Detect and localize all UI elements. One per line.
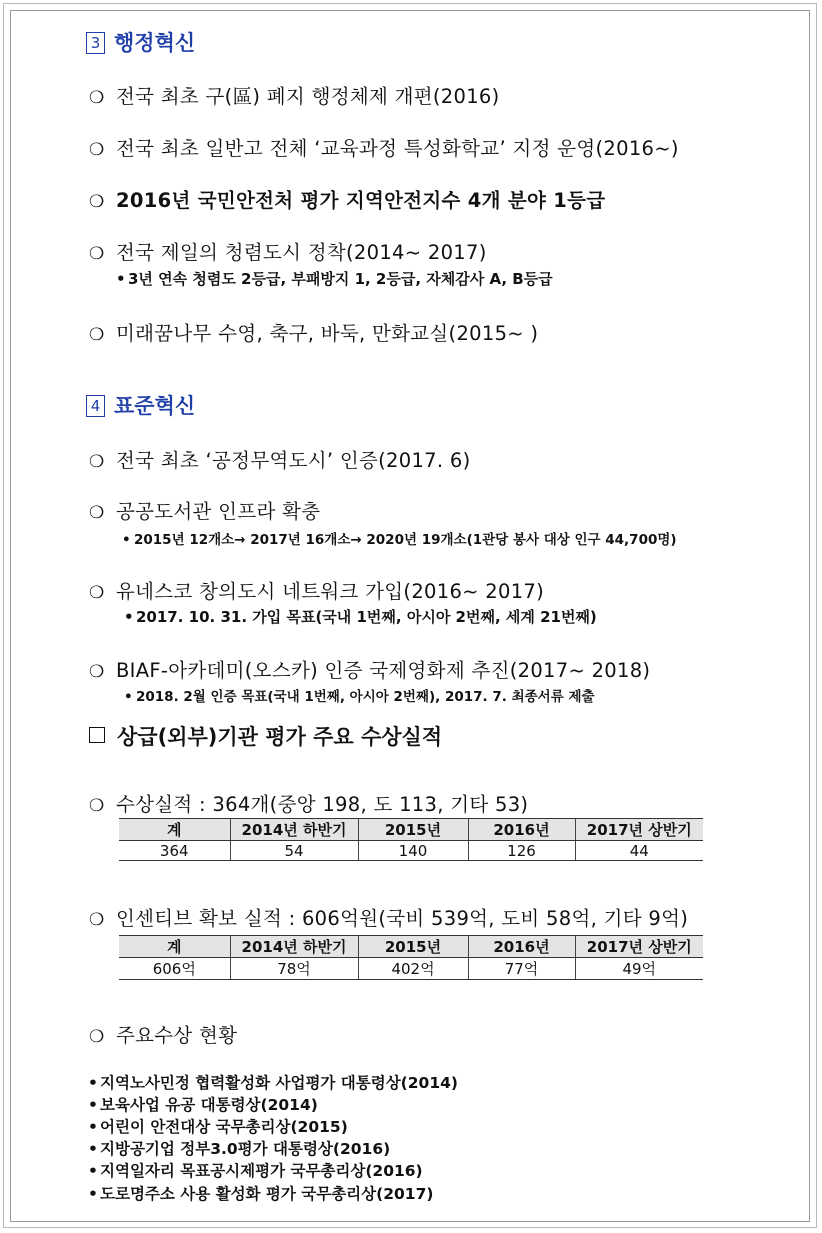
circle-bullet-icon: ❍ [89, 452, 105, 472]
table-header-cell: 계 [119, 936, 230, 958]
circle-bullet-icon: ❍ [89, 910, 105, 930]
table-header-row [119, 936, 703, 958]
table-header-row [119, 819, 703, 841]
table-row [119, 841, 703, 861]
section4-item-4-sub [124, 685, 595, 705]
table-row [119, 958, 703, 980]
section4-number: 4 [86, 395, 105, 417]
section3-number: 3 [86, 32, 105, 54]
circle-bullet-icon: ❍ [89, 192, 105, 212]
table-cell: 78억 [230, 958, 358, 980]
table-cell: 126 [468, 841, 575, 861]
table-header-cell: 2016년 [468, 819, 575, 841]
section3-item-5 [89, 318, 538, 346]
table-header-cell: 2017년 상반기 [575, 936, 703, 958]
dot-bullet-icon: • [88, 1118, 98, 1136]
section4-item-3-text: 유네스코 창의도시 네트워크 가입(2016~ 2017) [116, 580, 545, 603]
awards-count-table [119, 818, 703, 861]
table-cell: 606억 [119, 958, 230, 980]
dot-bullet-icon: • [88, 1140, 98, 1158]
section4-item-2-text: 공공도서관 인프라 확충 [116, 500, 321, 523]
list-item [88, 1071, 458, 1093]
circle-bullet-icon: ❍ [89, 140, 105, 160]
list-item-text: 어린이 안전대상 국무총리상(2015) [100, 1118, 348, 1136]
section3-item-3-text: 2016년 국민안전처 평가 지역안전지수 4개 분야 1등급 [116, 189, 606, 212]
circle-bullet-icon: ❍ [89, 662, 105, 682]
circle-bullet-icon: ❍ [89, 244, 105, 264]
dot-bullet-icon: • [122, 532, 131, 548]
table-cell: 140 [358, 841, 468, 861]
table-header-cell: 2014년 하반기 [230, 936, 358, 958]
major-awards-title: 주요수상 현황 [116, 1024, 238, 1047]
section3-item-5-text: 미래꿈나무 수영, 축구, 바둑, 만화교실(2015~ ) [116, 322, 539, 345]
list-item-text: 지역일자리 목표공시제평가 국무총리상(2016) [100, 1162, 423, 1180]
section4-item-3 [89, 576, 544, 604]
dot-bullet-icon: • [88, 1096, 98, 1114]
table-cell: 54 [230, 841, 358, 861]
dot-bullet-icon: • [124, 608, 134, 626]
awards-count-line [89, 789, 528, 817]
list-item [88, 1159, 423, 1181]
section3-item-1-text: 전국 최초 구(區) 폐지 행정체제 개편(2016) [116, 85, 500, 108]
section4-item-2-sub [122, 528, 677, 548]
awards-heading [89, 721, 442, 751]
list-item-text: 보육사업 유공 대통령상(2014) [100, 1096, 318, 1114]
section3-item-2 [89, 133, 679, 161]
table-cell: 402억 [358, 958, 468, 980]
major-awards-heading [89, 1020, 237, 1048]
dot-bullet-icon: • [88, 1074, 98, 1092]
section4-item-3-sub [124, 606, 597, 627]
section4-item-2 [89, 496, 320, 524]
section4-title: 표준혁신 [114, 394, 196, 418]
circle-bullet-icon: ❍ [89, 88, 105, 108]
section4-item-4-text: BIAF-아카데미(오스카) 인증 국제영화제 추진(2017~ 2018) [116, 659, 651, 682]
circle-bullet-icon: ❍ [89, 325, 105, 345]
section3-item-3 [89, 185, 605, 213]
section4-item-1-text: 전국 최초 ‘공정무역도시’ 인증(2017. 6) [116, 449, 471, 472]
table-cell: 44 [575, 841, 703, 861]
table-cell: 364 [119, 841, 230, 861]
section4-item-4-sub-text: 2018. 2월 인증 목표(국내 1번째, 아시아 2번째), 2017. 7. 최종서류 제출 [136, 689, 595, 705]
section3-item-2-text: 전국 최초 일반고 전체 ‘교육과정 특성화학교’ 지정 운영(2016~) [116, 137, 679, 160]
incentive-text: 인센티브 확보 실적 : 606억원(국비 539억, 도비 58억, 기타 9억) [116, 907, 689, 930]
list-item-text: 지방공기업 정부3.0평가 대통령상(2016) [100, 1140, 391, 1158]
incentive-line [89, 903, 688, 931]
list-item-text: 도로명주소 사용 활성화 평가 국무총리상(2017) [100, 1185, 434, 1203]
section3-heading [86, 27, 195, 57]
list-item [88, 1182, 433, 1204]
section3-item-4-sub [116, 268, 553, 289]
circle-bullet-icon: ❍ [89, 503, 105, 523]
section4-item-3-sub-text: 2017. 10. 31. 가입 목표(국내 1번째, 아시아 2번째, 세계 21번째) [136, 608, 597, 626]
list-item [88, 1093, 318, 1115]
awards-count-text: 수상실적 : 364개(중앙 198, 도 113, 기타 53) [116, 793, 529, 816]
table-header-cell: 2017년 상반기 [575, 819, 703, 841]
section3-item-1 [89, 81, 500, 109]
table-header-cell: 2016년 [468, 936, 575, 958]
dot-bullet-icon: • [116, 270, 126, 288]
section3-item-4 [89, 237, 487, 265]
incentive-table [119, 935, 703, 980]
table-header-cell: 2014년 하반기 [230, 819, 358, 841]
dot-bullet-icon: • [88, 1162, 98, 1180]
circle-bullet-icon: ❍ [89, 796, 105, 816]
table-header-cell: 계 [119, 819, 230, 841]
table-header-cell: 2015년 [358, 936, 468, 958]
table-cell: 77억 [468, 958, 575, 980]
section3-item-4-sub-text: 3년 연속 청렴도 2등급, 부패방지 1, 2등급, 자체감사 A, B등급 [128, 270, 553, 288]
section4-heading [86, 390, 195, 420]
table-cell: 49억 [575, 958, 703, 980]
square-bullet-icon [89, 727, 105, 743]
dot-bullet-icon: • [124, 689, 133, 705]
section4-item-2-sub-text: 2015년 12개소→ 2017년 16개소→ 2020년 19개소(1관당 봉사 대상 인구 44,700명) [134, 532, 677, 548]
section4-item-1 [89, 445, 470, 473]
list-item [88, 1115, 348, 1137]
section3-item-4-text: 전국 제일의 청렴도시 정착(2014~ 2017) [116, 241, 487, 264]
list-item-text: 지역노사민정 협력활성화 사업평가 대통령상(2014) [100, 1074, 458, 1092]
section4-item-4 [89, 655, 650, 683]
circle-bullet-icon: ❍ [89, 583, 105, 603]
dot-bullet-icon: • [88, 1185, 98, 1203]
list-item [88, 1137, 390, 1159]
circle-bullet-icon: ❍ [89, 1027, 105, 1047]
table-header-cell: 2015년 [358, 819, 468, 841]
awards-heading-text: 상급(외부)기관 평가 주요 수상실적 [117, 725, 443, 749]
section3-title: 행정혁신 [114, 31, 196, 55]
